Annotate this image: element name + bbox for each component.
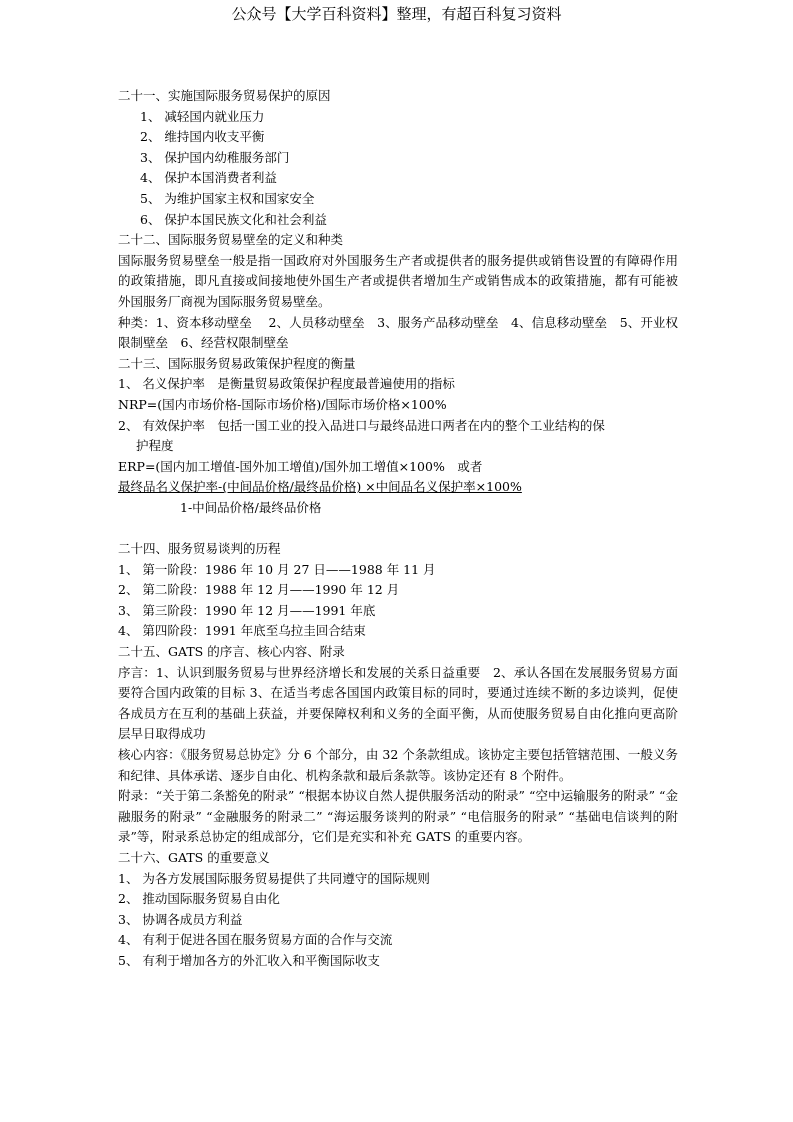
section-25-title: 二十五、GATS 的序言、核心内容、附录 <box>118 644 345 660</box>
barrier-definition: 国际服务贸易壁垒一般是指一国政府对外国服务生产者或提供者的服务提供或销售设置的有障碍作用的政策措施，即凡直接或间接地使外国生产者或提供者增加生产或销售成本的政策措施，都有可能被外国服务厂商视为国际服务贸易壁垒。 <box>118 252 678 309</box>
list-item: 1、 为各方发展国际服务贸易提供了共同遵守的国际规则 <box>118 870 430 886</box>
section-23-title: 二十三、国际服务贸易政策保护程度的衡量 <box>118 355 356 371</box>
list-item: 6、 保护本国民族文化和社会利益 <box>140 211 327 227</box>
gats-core: 核心内容：《服务贸易总协定》分 6 个部分，由 32 个条款组成。该协定主要包括管辖范围、一般义务和纪律、具体承诺、逐步自由化、机构条款和最后条款等。该协定还有 8 个附件。 <box>118 747 678 783</box>
list-item: 1、 减轻国内就业压力 <box>140 108 265 124</box>
nrp-formula: NRP=(国内市场价格-国际市场价格)/国际市场价格×100% <box>118 396 447 412</box>
list-item: 1、 第一阶段：1986 年 10 月 27 日——1988 年 11 月 <box>118 561 436 577</box>
list-item: 4、 第四阶段：1991 年底至乌拉圭回合结束 <box>118 623 366 639</box>
barrier-kinds: 种类：1、资本移动壁垒 2、人员移动壁垒 3、服务产品移动壁垒 4、信息移动壁垒 5、开业权限制壁垒 6、经营权限制壁垒 <box>118 314 678 351</box>
list-item: 5、 为维护国家主权和国家安全 <box>140 190 315 206</box>
formula-numerator: 最终品名义保护率-(中间品价格/最终品价格) ×中间品名义保护率×100% <box>118 479 522 495</box>
list-item: 2、 第二阶段：1988 年 12 月——1990 年 12 月 <box>118 582 400 598</box>
list-item: 2、 有效保护率 包括一国工业的投入品进口与最终品进口两者在内的整个工业结构的保 <box>118 417 605 433</box>
erp-formula: ERP=(国内加工增值-国外加工增值)/国外加工增值×100% 或者 <box>118 458 483 474</box>
list-item: 4、 有利于促进各国在服务贸易方面的合作与交流 <box>118 932 393 948</box>
section-21-title: 二十一、实施国际服务贸易保护的原因 <box>118 88 331 103</box>
list-item: 4、 保护本国消费者利益 <box>140 170 277 186</box>
section-26-title: 二十六、GATS 的重要意义 <box>118 849 270 865</box>
document-body <box>118 86 678 972</box>
list-item: 1、 名义保护率 是衡量贸易政策保护程度最普遍使用的指标 <box>118 376 455 392</box>
list-item: 2、 维持国内收支平衡 <box>140 129 265 145</box>
spacer <box>118 518 678 539</box>
section-22-title: 二十二、国际服务贸易壁垒的定义和种类 <box>118 232 344 248</box>
list-item: 2、 推动国际服务贸易自由化 <box>118 891 280 907</box>
section-24-title: 二十四、服务贸易谈判的历程 <box>118 541 281 557</box>
list-item: 3、 保护国内幼稚服务部门 <box>140 149 290 165</box>
formula-denominator: 1-中间品价格/最终品价格 <box>180 499 322 515</box>
list-item-continuation: 护程度 <box>136 438 174 454</box>
page-header: 公众号【大学百科资料】整理，有超百科复习资料 <box>231 5 562 23</box>
list-item: 3、 协调各成员方利益 <box>118 911 243 927</box>
gats-preface: 序言：1、认识到服务贸易与世界经济增长和发展的关系日益重要 2、承认各国在发展服务贸易方面要符合国内政策的目标 3、在适当考虑各国国内政策目标的同时，要通过连续不断的多边谈判，促使各成员方在互利的基础上获益，并要保障权利和义务的全面平衡，从而使服务贸易自由化推向更高阶层早日取得成功 <box>118 664 678 742</box>
list-item: 3、 第三阶段：1990 年 12 月——1991 年底 <box>118 602 376 618</box>
list-item: 5、 有利于增加各方的外汇收入和平衡国际收支 <box>118 952 380 968</box>
gats-annex: 附录：“关于第二条豁免的附录” “根据本协议自然人提供服务活动的附录” “空中运输服务的附录” “金融服务的附录” “金融服务的附录二” “海运服务谈判的附录” “电信服务的附录” “基础电信谈判的附录”等，附录系总协定的组成部分，它们是充实和补充 GATS 的重要内容。 <box>118 788 678 845</box>
